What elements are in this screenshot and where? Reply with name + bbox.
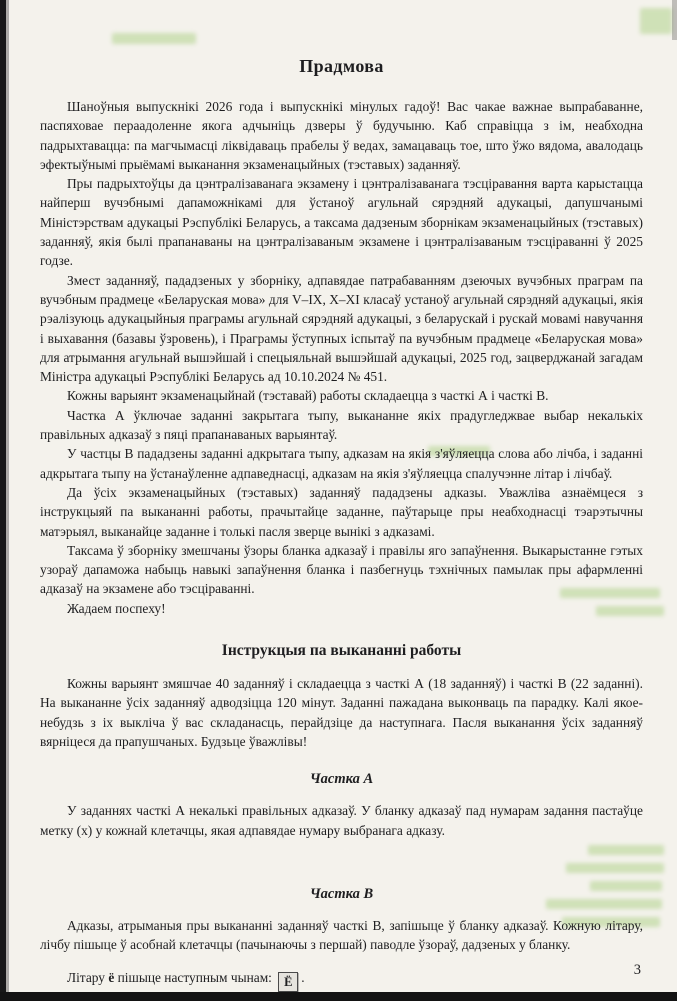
instructions-paragraph: Кожны варыянт змяшчае 40 заданняў і складаецца з часткі А (18 заданняў) і часткі В (22 заданні). На выкананне ўсіх заданняў адводзіцца 120 мінут. Заданні пажадана выконваць па парадку. Калі якое-небудзь з іх выкліча ў вас складанасць, перайдзіце да наступнага. Пасля выканання ўсіх заданняў вярніцеся да прапушчаных. Будзьце ўважлівы! xyxy=(40,676,643,749)
letter-note-suffix: . xyxy=(301,970,305,986)
letter-note-prefix: Літару xyxy=(67,970,109,986)
section-title-part-b: Частка В xyxy=(309,885,374,902)
part-a-paragraph: У заданнях часткі А некалькі правільных адказаў. У бланку адказаў пад нумарам задання пастаўце метку (х) у кожнай клетачцы, якая адпавядае нумару выбранага адказу. xyxy=(40,803,643,838)
letter-note-middle: пішыце наступным чынам: xyxy=(114,970,276,986)
page-number: 3 xyxy=(633,962,641,978)
preface-paragraph: Да ўсіх экзаменацыйных (тэставых) заданняў пададзены адказы. Уважліва азнаёмцеся з інструкцыяй па выкананні работы, прачытайце заданне, паўтарыце пры неабходнасці тэарэтычны матэрыял, выканайце заданне і толькі пасля зверце вынікі з адказамі. xyxy=(40,484,643,539)
preface-paragraph: Таксама ў зборніку змешчаны ўзоры бланка адказаў і правілы яго запаўнення. Выкарыстанне гэтых узораў дапаможа набыць навыкі запаўнення бланка і пазбегнуць тэхнічных памылак пры афармленні адказаў на экзамене або тэсціраванні. xyxy=(40,542,643,597)
preface-paragraph: Шаноўныя выпускнікі 2026 года і выпускнікі мінулых гадоў! Вас чакае важнае выпрабаванне, паспяховае пераадоленне якога адчыніць дзверы ў будучыню. Каб справіцца з ім, неабходна падрыхтавацца: па магчымасці ліквідаваць прабелы ў ведах, замацаваць тое, што ўжо вядома, авалодаць эфектыўнымі прыёмамі выканання экзаменацыйных (тэставых) заданняў. xyxy=(40,99,643,172)
scan-edge-corner xyxy=(672,0,677,40)
letter-yo-lowercase: ё xyxy=(108,970,115,986)
bleedthrough-highlight xyxy=(640,8,672,34)
preface-paragraph: Змест заданняў, пададзеных у зборніку, адпавядае патрабаванням дзеючых вучэбных праграм па вучэбным прадмеце «Беларуская мова» для V–IX, X–XI класаў устаноў агульнай сярэдняй адукацыі, якія рэалізуюць адукацыйныя праграмы агульнай сярэдняй адукацыі, з беларускай і рускай мовамі навучання і выхавання (базавы ўзровень), і Праграмы ўступных іспытаў па вучэбным прадмеце «Беларуская мова» для атрымання агульнай вышэйшай і спецыяльнай вышэйшай адукацыі, 2025 год, зацверджанай загадам Міністра адукацыі Рэспублікі Беларусь ад 10.10.2024 № 451. xyxy=(40,272,643,385)
part-b-paragraph: Адказы, атрыманыя пры выкананні заданняў часткі В, запішыце ў бланку адказаў. Кожную літару, лічбу пішыце ў асобнай клетачцы (пачынаючы з першай) паводле ўзораў, дадзеных у бланку. xyxy=(40,917,643,953)
section-title-instructions: Інструкцыя па выкананні работы xyxy=(221,642,462,660)
section-title-part-a: Частка А xyxy=(309,771,374,788)
preface-paragraph: У частцы В пададзены заданні адкрытага тыпу, адказам на якія з'яўляецца слова або лічба, і заданні адкрытага тыпу на ўстанаўленне адпаведнасці, адказам на якія з'яўляецца спалучэнне літар і лічбаў. xyxy=(40,446,643,481)
preface-paragraph: Пры падрыхтоўцы да цэнтралізаванага экзамену і цэнтралізаванага тэсціравання варта карыстацца найперш вучэбнымі дапаможнікамі для ўстаноў агульнай сярэдняй адукацыі, дапушчанымі Міністэрствам адукацыі Рэспублікі Беларусь, а таксама дадзеным зборнікам экзаменацыйных (тэставых) заданняў, якія былі прапанаваны на цэнтралізаваным экзамене і цэнтралізаваным тэсціраванні ў 2025 годзе. xyxy=(40,176,643,269)
page-content xyxy=(40,0,643,992)
scan-edge-bottom xyxy=(0,992,677,1001)
preface-paragraph: Кожны варыянт экзаменацыйнай (тэставай) работы складаецца з часткі А і часткі В. xyxy=(67,388,549,404)
page-title: Прадмова xyxy=(299,56,384,76)
preface-closing-line: Жадаем поспеху! xyxy=(67,600,166,616)
letter-yo-note xyxy=(40,968,643,992)
letter-sample-box: Ё xyxy=(278,972,298,992)
preface-paragraph: Частка А ўключае заданні закрытага тыпу, выкананне якіх прадугледжвае выбар некалькіх правільных адказаў з пяці прапанаваных варыянтаў. xyxy=(40,407,643,443)
scan-edge-left-shadow xyxy=(6,0,9,1001)
